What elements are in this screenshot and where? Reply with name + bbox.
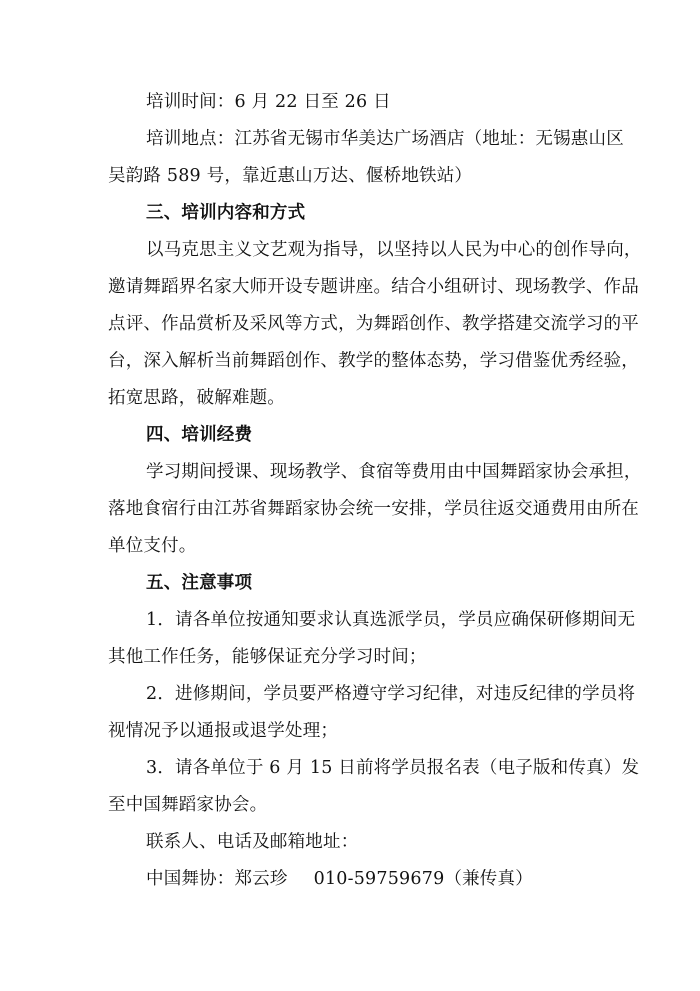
section5-heading: 五、注意事项 — [146, 573, 253, 593]
section3-line: 邀请舞蹈界名家大师开设专题讲座。结合小组研讨、现场教学、作品 — [108, 277, 639, 297]
training-time: 培训时间：6 月 22 日至 26 日 — [146, 92, 391, 112]
notice-item-2-cont: 视情况予以通报或退学处理； — [108, 721, 339, 741]
contact-line — [108, 861, 608, 898]
notice-item-1-cont: 其他工作任务，能够保证充分学习时间； — [108, 647, 427, 667]
section4-line: 学习期间授课、现场教学、食宿等费用由中国舞蹈家协会承担， — [146, 462, 642, 482]
training-place-line2: 吴韵路 589 号，靠近惠山万达、偃桥地铁站） — [108, 166, 473, 186]
notice-item-3: 3．请各单位于 6 月 15 日前将学员报名表（电子版和传真）发 — [146, 758, 640, 778]
section3-line: 点评、作品赏析及采风等方式，为舞蹈创作、教学搭建交流学习的平 — [108, 314, 639, 334]
contact-label: 联系人、电话及邮箱地址： — [146, 832, 359, 852]
notice-item-2: 2．进修期间，学员要严格遵守学习纪律，对违反纪律的学员将 — [146, 684, 636, 704]
section4-heading: 四、培训经费 — [146, 425, 253, 445]
section3-line: 以马克思主义文艺观为指导，以坚持以人民为中心的创作导向， — [146, 240, 642, 260]
notice-item-3-cont: 至中国舞蹈家协会。 — [108, 795, 268, 815]
section4-line: 单位支付。 — [108, 536, 197, 556]
section3-line: 台，深入解析当前舞蹈创作、教学的整体态势，学习借鉴优秀经验， — [108, 351, 639, 371]
section3-heading: 三、培训内容和方式 — [146, 203, 306, 223]
notice-item-1: 1．请各单位按通知要求认真选派学员，学员应确保研修期间无 — [146, 610, 636, 630]
contact-phone: 010-59759679（兼传真） — [313, 869, 533, 889]
contact-org: 中国舞协：郑云珍 — [146, 869, 288, 889]
section4-line: 落地食宿行由江苏省舞蹈家协会统一安排，学员往返交通费用由所在 — [108, 499, 639, 519]
document-body — [108, 84, 642, 898]
training-place-line1: 培训地点：江苏省无锡市华美达广场酒店（地址：无锡惠山区 — [146, 129, 624, 149]
section3-line: 拓宽思路，破解难题。 — [108, 388, 285, 408]
